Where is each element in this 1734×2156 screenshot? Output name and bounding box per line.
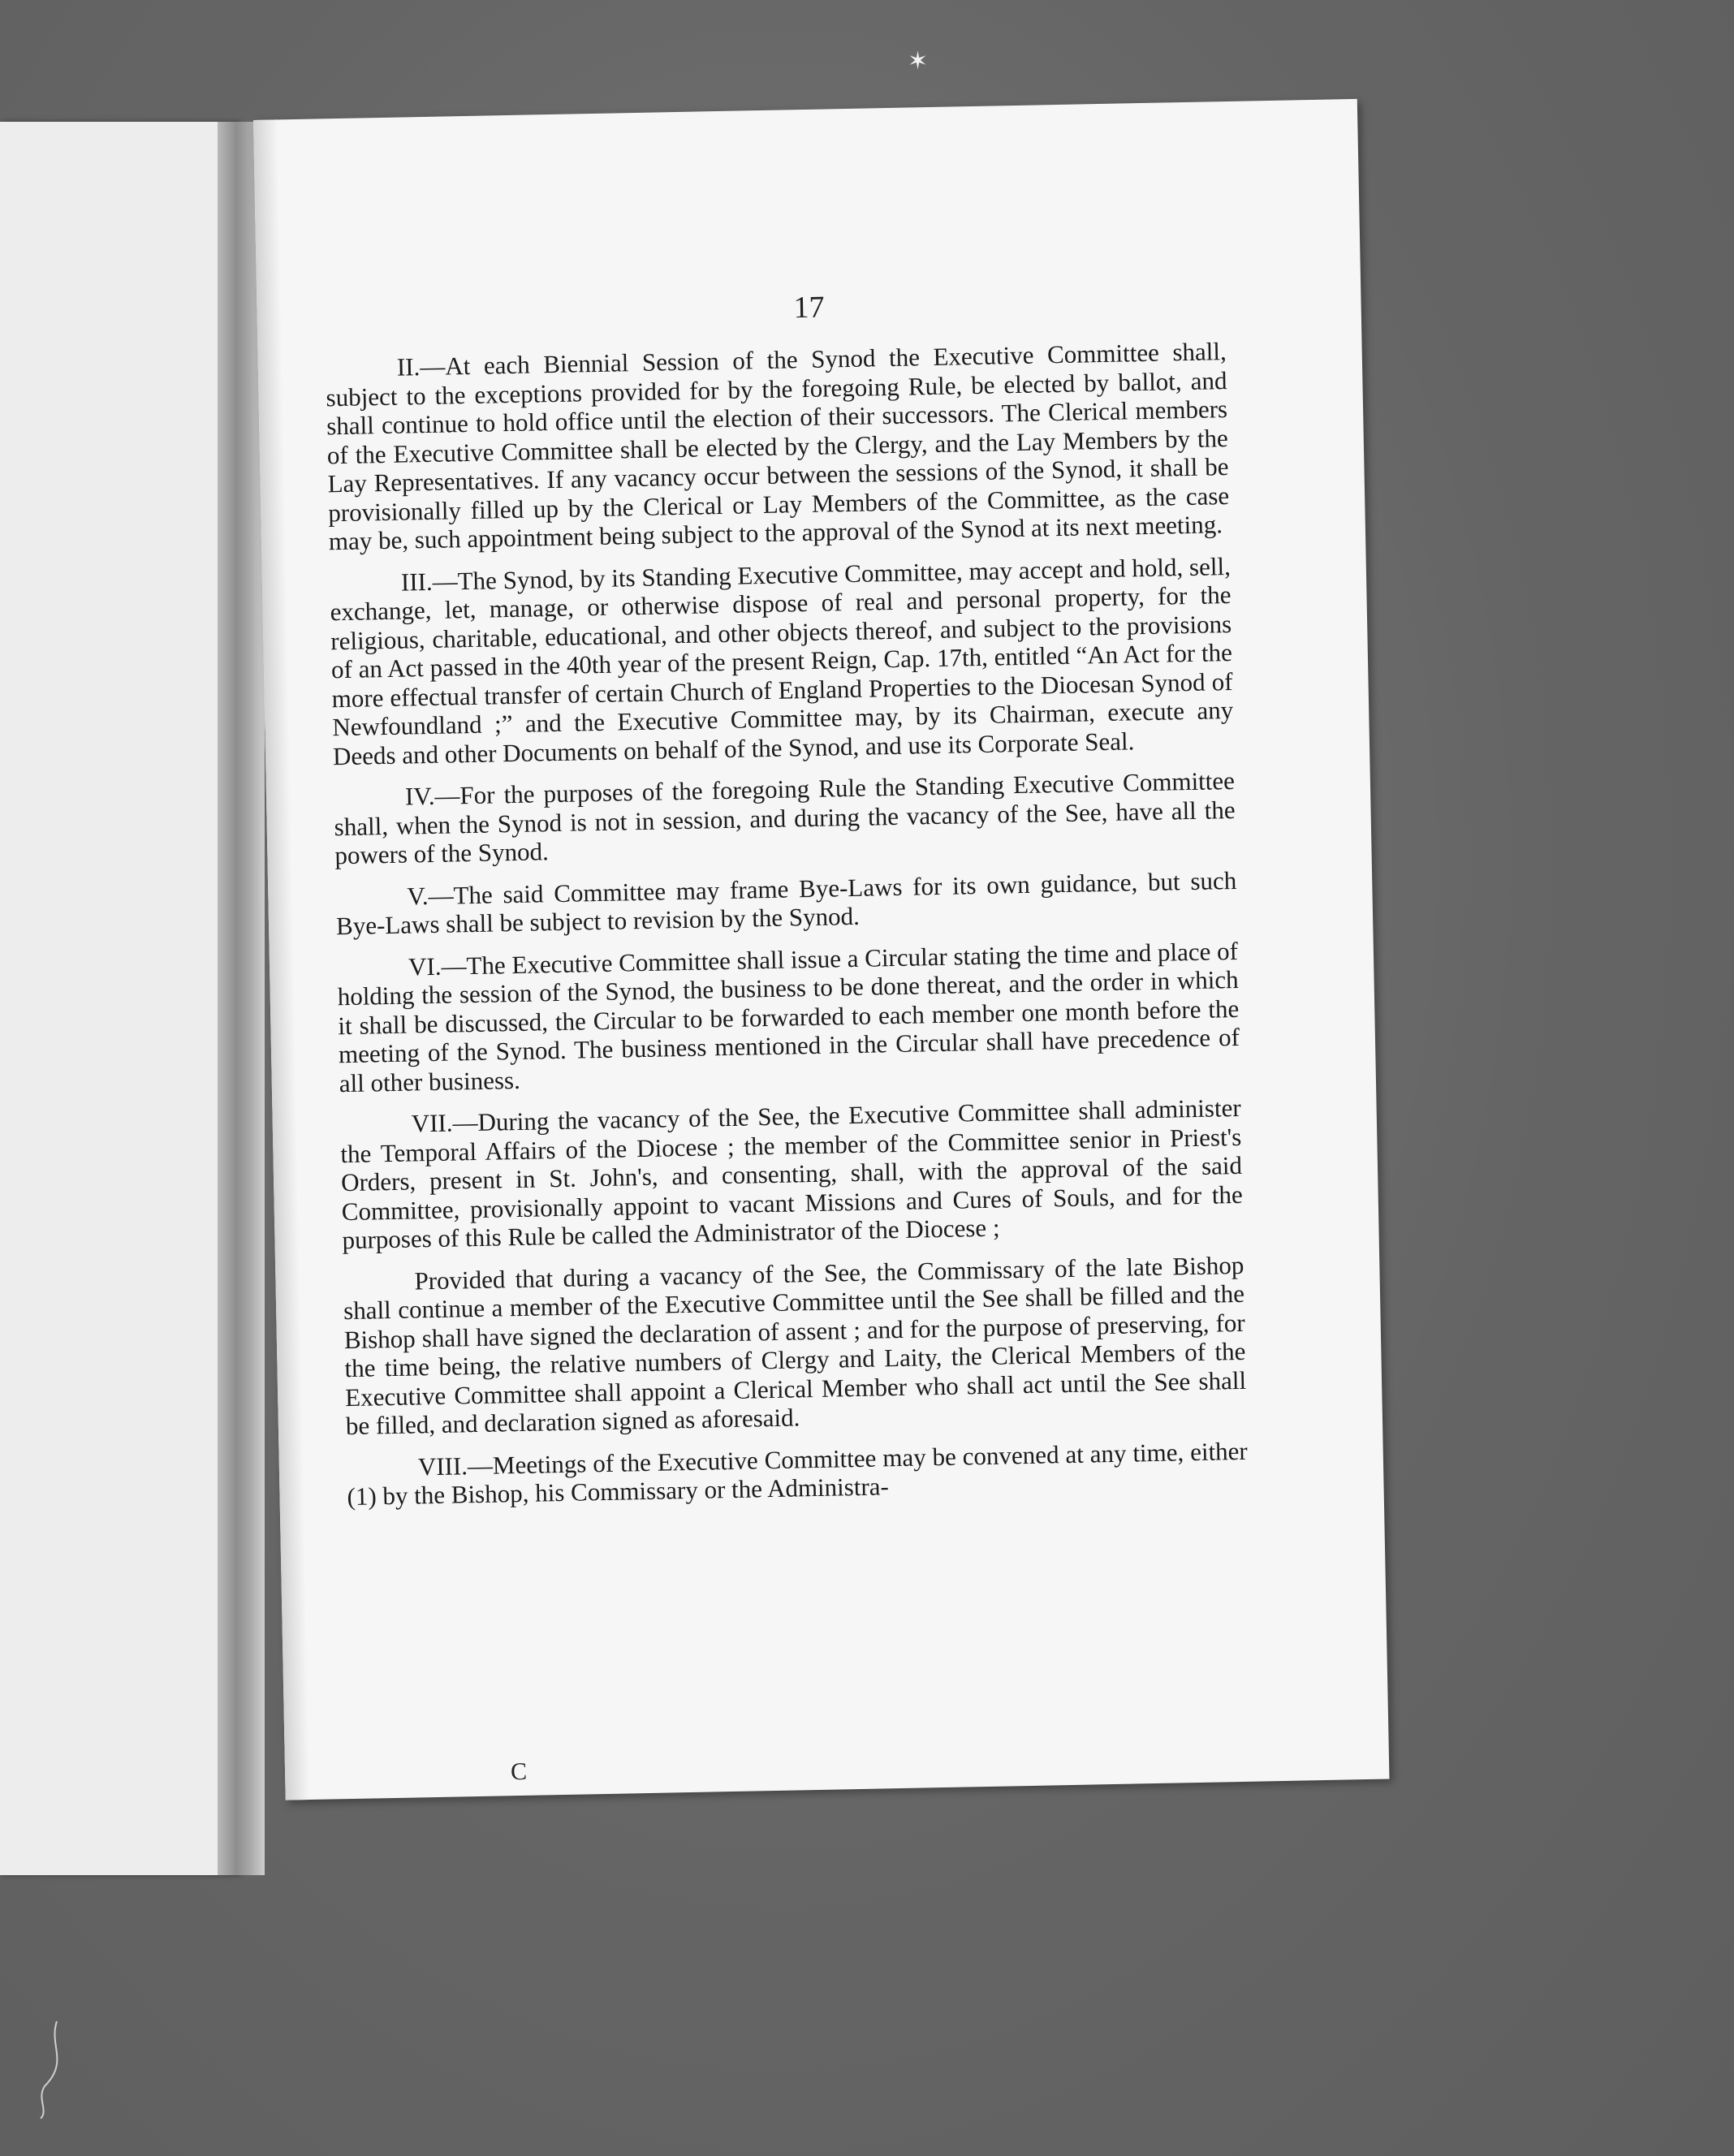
rule-paragraph-v: V.—The said Committee may frame Bye-Laws for its own guidance, but such Bye-Laws shall be subject to revision by the Synod.: [335, 865, 1237, 941]
page-body: [326, 337, 1249, 1524]
page-number: 17: [793, 290, 825, 326]
rule-paragraph-vi: VI.—The Executive Committee shall issue a Circular stating the time and place of holding the session of the Synod, the business to be done thereat, and the order in which it shall be discussed, the Circular to be forwarded to each member one month before the meeting of the Synod. The business mentioned in the Circular shall have precedence of all other business.: [337, 936, 1240, 1097]
dust-speck-icon: ✶: [908, 48, 929, 75]
rule-paragraph-ii: II.—At each Biennial Session of the Synod the Executive Committee shall, subject to the exceptions provided for by the foregoing Rule, be elected by ballot, and shall continue to hold office until the election of their successors. The Clerical members of the Executive Committee shall be elected by the Clergy, and the Lay Members by the Lay Representatives. If any vacancy occur between the sessions of the Synod, it shall be provisionally filled up by the Clerical or Lay Members of the Committee, as the case may be, such appointment being subject to the approval of the Synod at its next meeting.: [326, 337, 1230, 556]
rule-paragraph-iii: III.—The Synod, by its Standing Executive Committee, may accept and hold, sell, exchange, let, manage, or otherwise dispose of real and personal property, for the religious, charitable, educational, and other objects thereof, and subject to the provisions of an Act passed in the 40th year of the present Reign, Cap. 17th, entitled “An Act for the more effectual transfer of certain Church of England Properties to the Diocesan Synod of Newfoundland ;” and the Executive Committee may, by its Chairman, execute any Deeds and other Documents on behalf of the Synod, and use its Corporate Seal.: [330, 551, 1234, 770]
previous-page: [0, 122, 239, 1875]
proviso-paragraph: Provided that during a vacancy of the See, the Commissary of the late Bishop shall continue a member of the Executive Committee until the See shall be filled and the Bishop shall have signed the declaration of assent ; and for the purpose of preserving, for the time being, the relative numbers of Clergy and Laity, the Clerical Members of the Executive Committee shall appoint a Clerical Member who shall act until the See shall be filled, and declaration signed as aforesaid.: [343, 1250, 1247, 1441]
current-page: [253, 99, 1389, 1800]
rule-paragraph-viii: VIII.—Meetings of the Executive Committee may be convened at any time, either (1) by the Bishop, his Commissary or the Administra-: [347, 1436, 1249, 1511]
signature-mark: C: [510, 1757, 528, 1786]
rule-paragraph-iv: IV.—For the purposes of the foregoing Rule the Standing Executive Committee shall, when the Synod is not in session, and during the vacancy of the See, have all the powers of the Synod.: [334, 765, 1236, 870]
rule-paragraph-vii: VII.—During the vacancy of the See, the Executive Committee shall administer the Temporal Affairs of the Diocese ; the member of the Committee senior in Priest's Orders, present in St. John's, and consenting, shall, with the approval of the said Committee, provisionally appoint to vacant Missions and Cures of Souls, and for the purposes of this Rule be called the Administrator of the Diocese ;: [340, 1093, 1243, 1255]
film-scratch-icon: [32, 2021, 73, 2119]
